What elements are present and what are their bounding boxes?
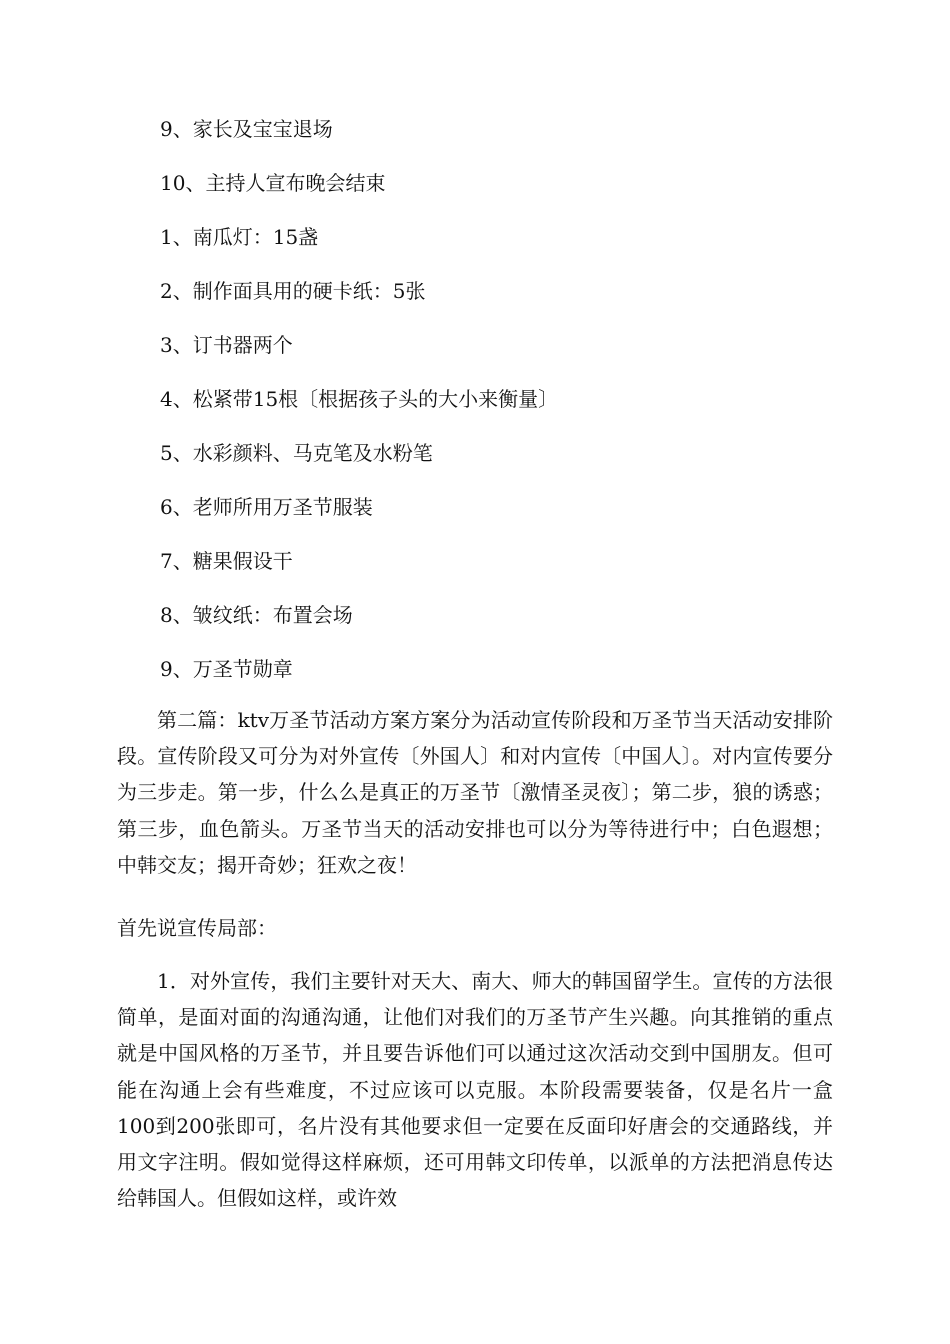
paragraph-external-publicity: 1．对外宣传，我们主要针对天大、南大、师大的韩国留学生。宣传的方法很简单，是面对面的沟通沟通，让他们对我们的万圣节产生兴趣。向其推销的重点就是中国风格的万圣节，并且要告诉他们可以通过这次活动交到中国朋友。但可能在沟通上会有些难度，不过应该可以克服。本阶段需要装备，仅是名片一盒100到200张即可，名片没有其他要求但一定要在反面印好唐会的交通路线，并用文字注明。假如觉得这样麻烦，还可用韩文印传单，以派单的方法把消息传达给韩国人。但假如这样，或许效 bbox=[117, 969, 833, 1211]
list-item: 1、南瓜灯：15盏 bbox=[160, 225, 319, 249]
list-item: 7、糖果假设干 bbox=[160, 549, 293, 573]
list-item: 9、万圣节勋章 bbox=[160, 657, 293, 681]
paragraph-publicity-heading: 首先说宣传局部： bbox=[117, 916, 277, 940]
list-item: 3、订书器两个 bbox=[160, 333, 293, 357]
list-item: 10、主持人宣布晚会结束 bbox=[160, 171, 386, 195]
list-item: 5、水彩颜料、马克笔及水粉笔 bbox=[160, 441, 433, 465]
paragraph-second-article: 第二篇：ktv万圣节活动方案方案分为活动宣传阶段和万圣节当天活动安排阶段。宣传阶段又可分为对外宣传〔外国人〕和对内宣传〔中国人〕。对内宣传要分为三步走。第一步，什么么是真正的万圣节〔激情圣灵夜〕；第二步，狼的诱惑；第三步，血色箭头。万圣节当天的活动安排也可以分为等待进行中；白色遐想；中韩交友；揭开奇妙；狂欢之夜！ bbox=[117, 708, 833, 877]
list-item: 2、制作面具用的硬卡纸：5张 bbox=[160, 279, 426, 303]
list-item: 8、皱纹纸：布置会场 bbox=[160, 603, 353, 627]
list-item: 6、老师所用万圣节服装 bbox=[160, 495, 373, 519]
list-item: 4、松紧带15根〔根据孩子头的大小来衡量〕 bbox=[160, 387, 559, 411]
list-item: 9、家长及宝宝退场 bbox=[160, 117, 333, 141]
